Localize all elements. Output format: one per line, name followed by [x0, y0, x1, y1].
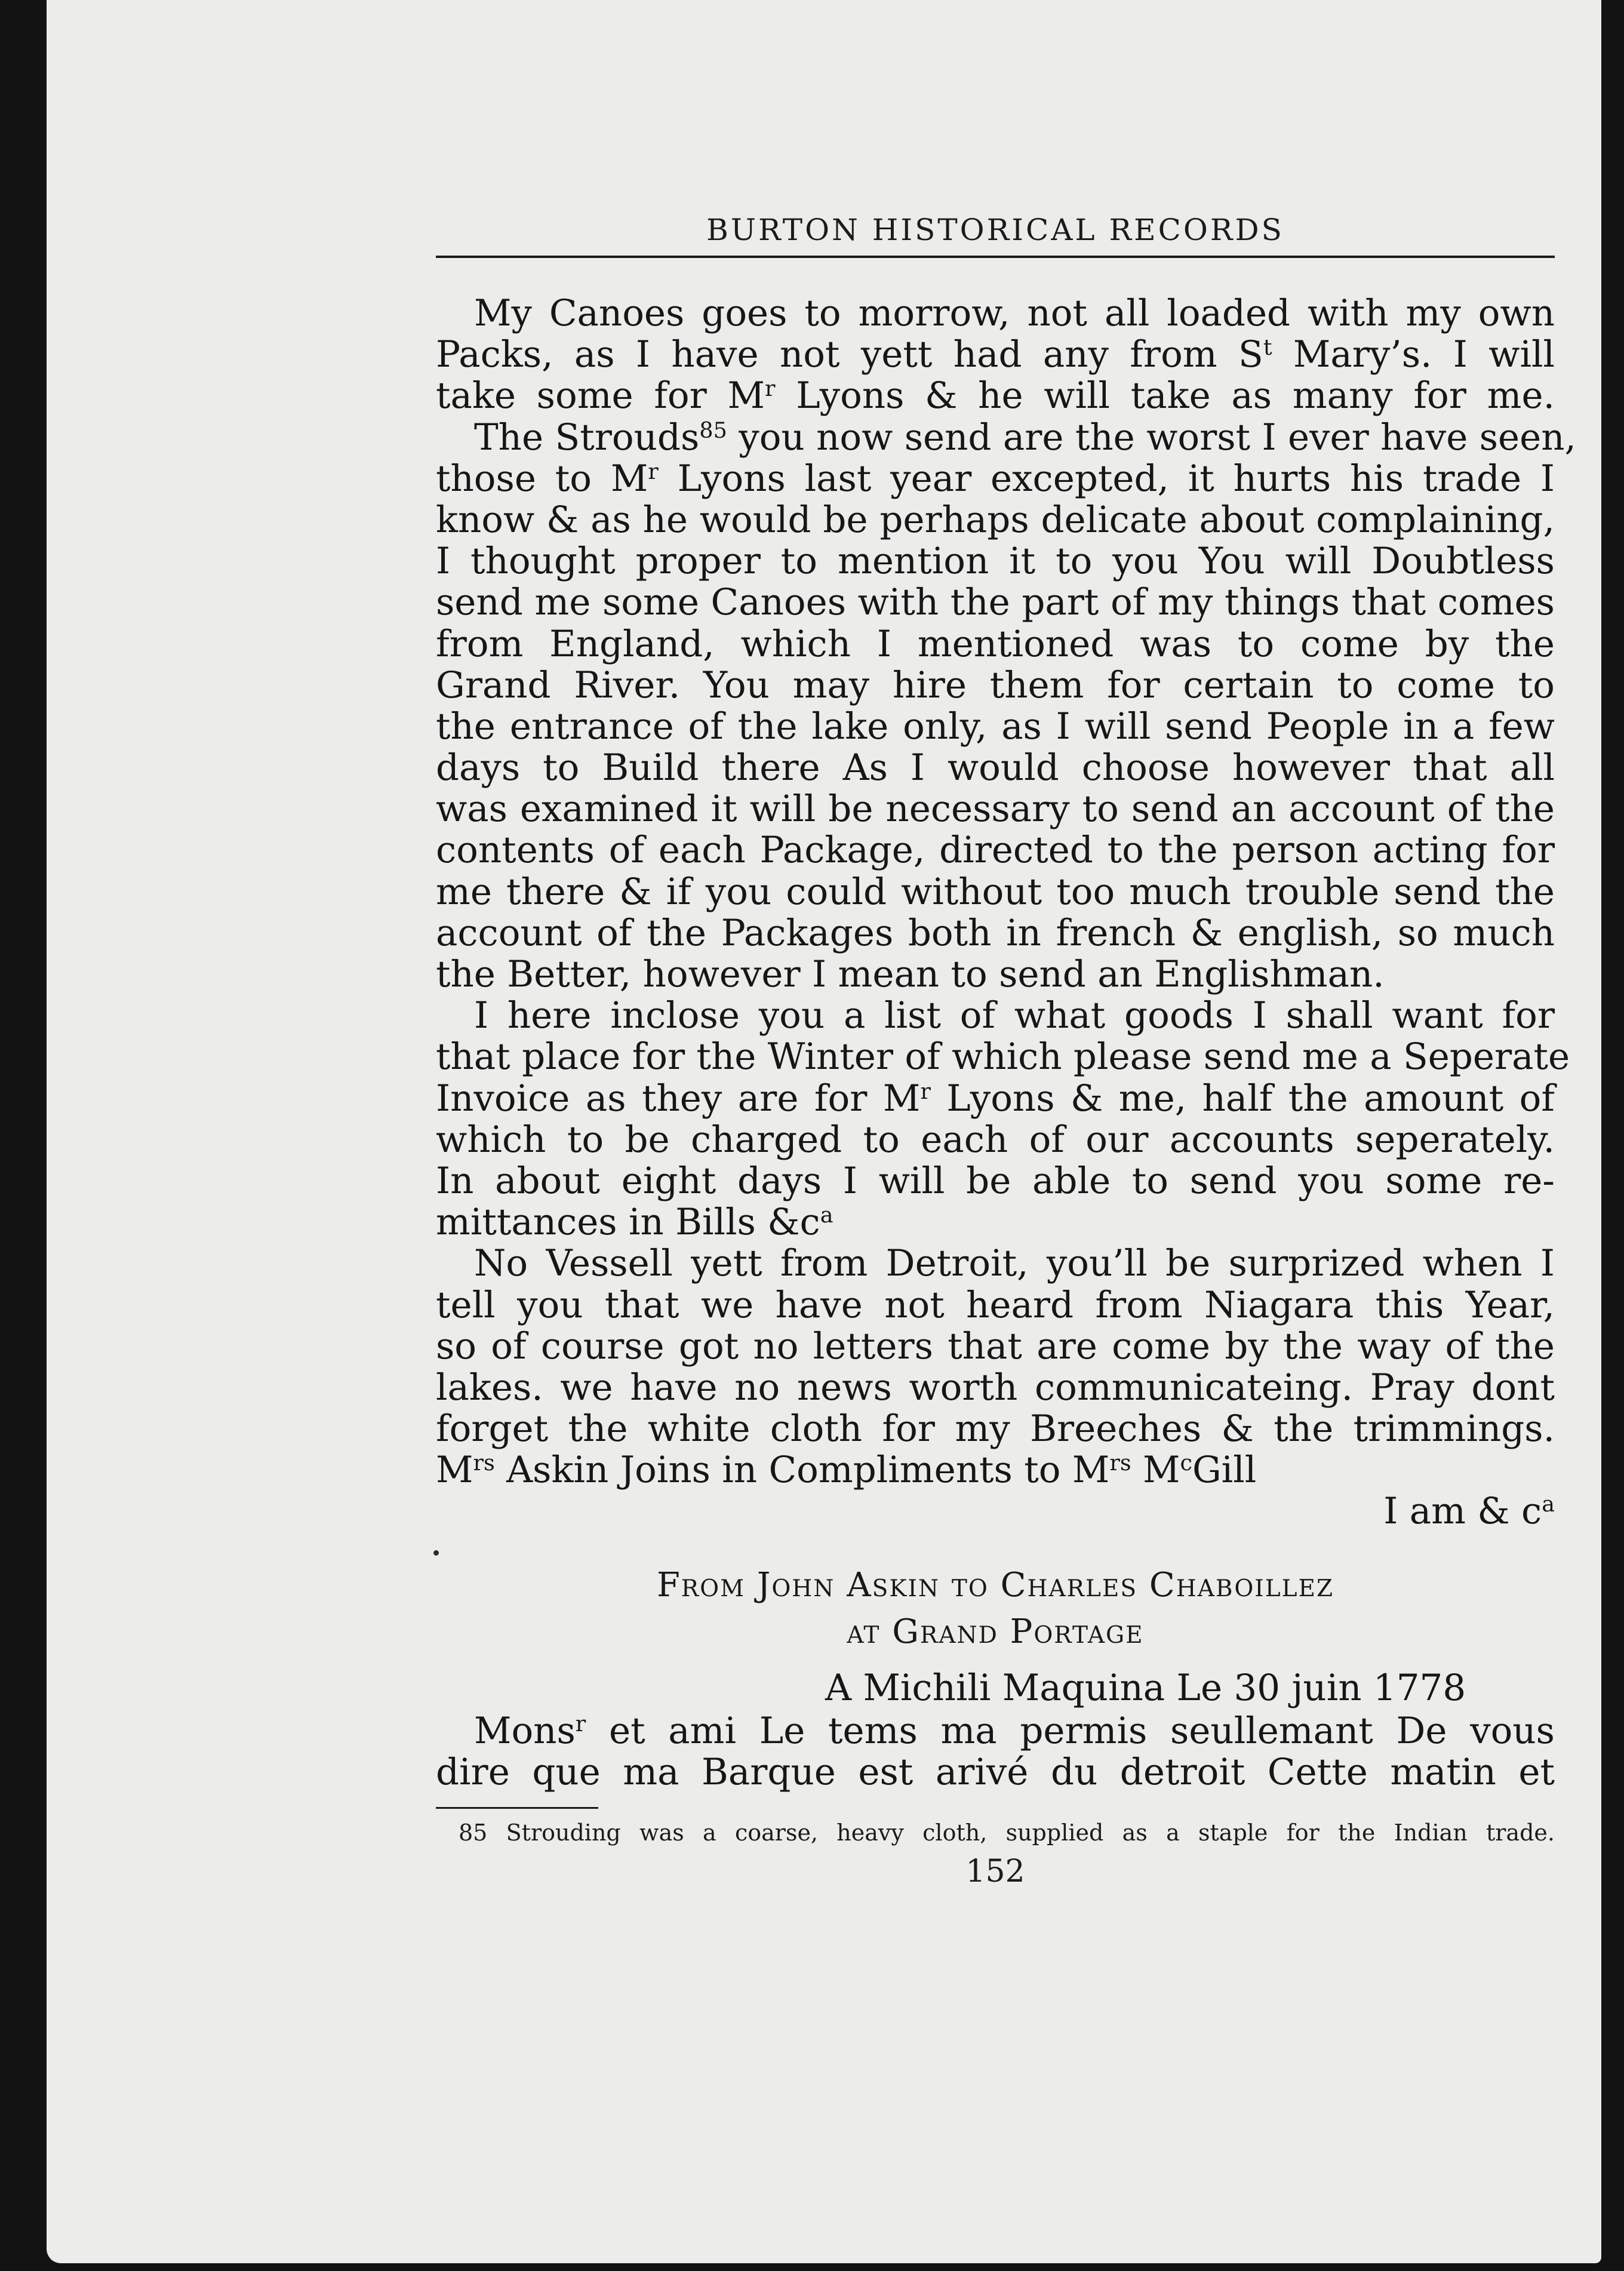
letter-heading-line: From John Askin to Charles Chaboillez	[656, 1566, 1334, 1605]
superscript: c	[1180, 1450, 1192, 1476]
text-line: Grand River. You may hire them for certain to come to	[436, 663, 1555, 706]
text-line: send me some Canoes with the part of my things that comes	[436, 581, 1555, 624]
text-line: forget the white cloth for my Breeches & the trimmings.	[436, 1408, 1555, 1451]
letter-heading-line: at Grand Portage	[847, 1612, 1144, 1651]
text-line: those to $M^r$ Lyons last year excepted, it hurts his trade I	[436, 457, 1555, 500]
text-line: so of course got no letters that are come by the way of the	[436, 1325, 1555, 1367]
superscript: rs	[473, 1450, 495, 1476]
text-line: that place for the Winter of which please send me a Seperate	[436, 1035, 1570, 1078]
text-line: from England, which I mentioned was to come by the	[436, 622, 1555, 665]
closing: I am & $c^a$	[1383, 1490, 1555, 1533]
footnote: 85 Strouding was a coarse, heavy cloth, supplied as a staple for the Indian trade.	[459, 1820, 1555, 1846]
letter-heading	[436, 1562, 1555, 1655]
dateline: A Michili Maquina Le 30 juin 1778	[825, 1667, 1466, 1709]
page-number: 152	[965, 1854, 1025, 1889]
text-line: take some for $M^r$ Lyons & he will take as many for me.	[436, 374, 1555, 417]
text-line: contents of each Package, directed to the person acting for	[436, 829, 1555, 872]
text-line: I thought proper to mention it to you You will Doubtless	[436, 540, 1555, 583]
running-head: BURTON HISTORICAL RECORDS	[706, 213, 1284, 247]
footnote-rule	[436, 1807, 598, 1809]
text-line: I here inclose you a list of what goods I shall want for	[474, 994, 1555, 1037]
text-line: The Strouds$^{85}$ you now send are the worst I ever have seen,	[474, 416, 1576, 459]
text-line: lakes. we have no news worth communicateing. Pray dont	[436, 1366, 1555, 1409]
text-line: know & as he would be perhaps delicate about complaining,	[436, 498, 1555, 541]
text-line: which to be charged to each of our accounts seperately.	[436, 1118, 1555, 1161]
superscript: rs	[1109, 1450, 1131, 1476]
letter-body	[436, 292, 1576, 1533]
text-line: the entrance of the lake only, as I will send People in a few	[436, 705, 1555, 748]
text-line: the Better, however I mean to send an Englishman.	[436, 953, 1385, 995]
superscript: r	[920, 1078, 931, 1104]
text-line: Packs, as I have not yett had any from $S^t$ Mary’s. I will	[436, 333, 1555, 376]
text-line: $M^{rs}$ Askin Joins in Compliments to $M^{rs}$ $M^cGill$	[436, 1449, 1257, 1492]
text-line: My Canoes goes to morrow, not all loaded with my own	[474, 292, 1555, 334]
text-line: In about eight days I will be able to send you some re-	[436, 1159, 1555, 1202]
text-line: tell you that we have not heard from Niagara this Year,	[436, 1283, 1555, 1326]
superscript: 85	[699, 417, 727, 443]
superscript: r	[765, 376, 776, 402]
text-line: was examined it will be necessary to send an account of the	[436, 788, 1555, 831]
ink-speck	[433, 1550, 439, 1556]
superscript: a	[1542, 1491, 1555, 1517]
superscript: a	[820, 1202, 833, 1228]
text-line: Invoice as they are for $M^r$ Lyons & me, half the amount of	[436, 1077, 1555, 1120]
second-letter	[436, 1666, 1555, 1793]
superscript: r	[575, 1710, 586, 1737]
page	[47, 0, 1601, 2263]
superscript: t	[1263, 334, 1272, 361]
text-line: mittances in Bills $\&c^a$	[436, 1201, 833, 1244]
text-line: account of the Packages both in french & english, so much	[436, 911, 1555, 954]
text-line: Mons$^r$ et ami Le tems ma permis seullemant De vous	[474, 1710, 1555, 1752]
header-rule	[436, 256, 1555, 258]
text-line: me there & if you could without too much trouble send the	[436, 870, 1555, 913]
text-line: dire que ma Barque est arivé du detroit Cette matin et	[436, 1751, 1555, 1794]
text-line: days to Build there As I would choose however that all	[436, 746, 1555, 789]
text-line: No Vessell yett from Detroit, you’ll be surprized when I	[474, 1242, 1555, 1285]
superscript: r	[648, 458, 659, 484]
